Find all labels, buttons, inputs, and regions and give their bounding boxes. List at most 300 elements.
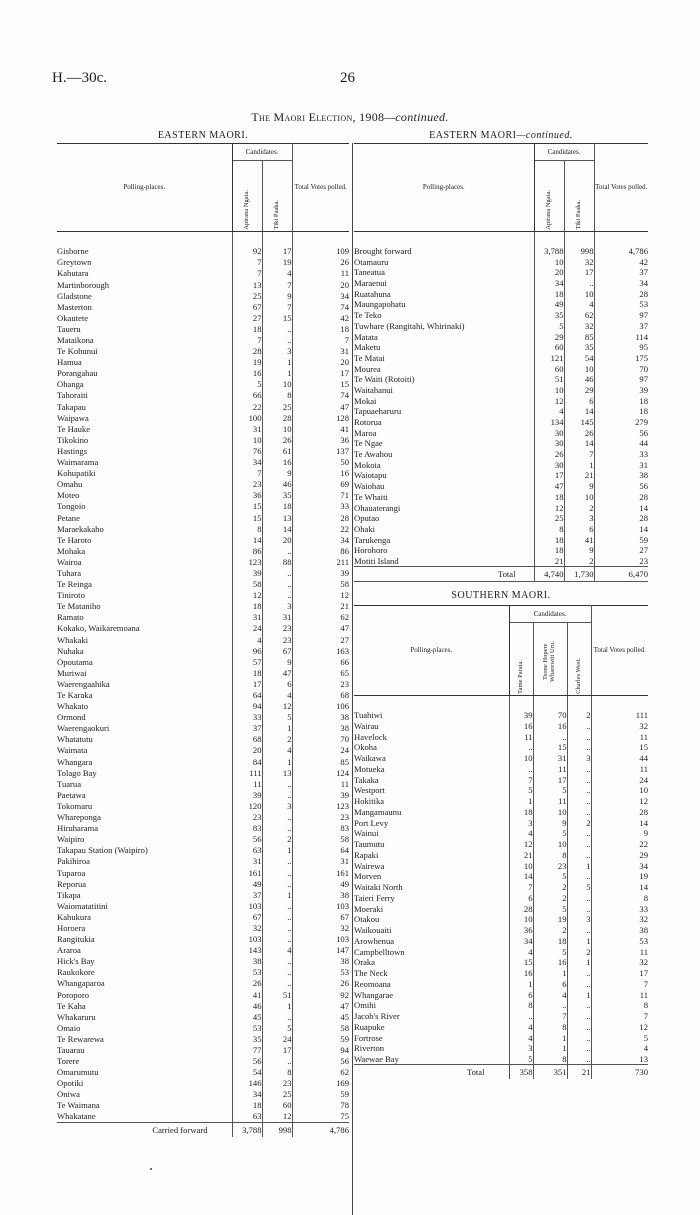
total-votes: 27 — [594, 545, 648, 556]
candidate-votes: .. — [567, 979, 591, 990]
candidate-votes: 41 — [564, 535, 594, 546]
table-row — [57, 978, 349, 989]
polling-place: Tolago Bay — [57, 767, 97, 778]
table-row — [57, 612, 349, 623]
candidate-votes: 23 — [232, 812, 262, 823]
candidate-votes: 1 — [262, 357, 292, 368]
candidate-votes: 35 — [534, 310, 564, 321]
table-row — [57, 335, 349, 346]
table-row — [354, 990, 648, 1001]
title-year: 1908 — [355, 110, 385, 124]
total-votes: 22 — [292, 523, 349, 534]
polling-place: Te Karaka — [57, 690, 93, 700]
polling-place: Mokoia — [354, 459, 381, 470]
candidate-votes: 46 — [564, 374, 594, 385]
polling-place: Araroa — [57, 945, 81, 956]
table-row — [354, 503, 648, 514]
total-votes: 33 — [594, 449, 648, 460]
table-row — [57, 379, 349, 390]
header-candidates: Candidates. — [509, 606, 591, 623]
table-row — [57, 712, 349, 723]
candidate-votes: 18 — [509, 807, 533, 818]
candidate-votes: 25 — [262, 1089, 292, 1100]
candidate-votes: 120 — [232, 801, 262, 812]
candidate-votes: 6 — [564, 396, 594, 407]
page-number: 26 — [340, 70, 355, 86]
table-row — [57, 723, 349, 734]
polling-place: Morven — [354, 871, 382, 882]
total-votes: 32 — [591, 914, 648, 925]
candidate-votes: 31 — [232, 612, 262, 623]
polling-place: Tikapa — [57, 889, 81, 900]
candidate-votes: 3 — [262, 601, 292, 612]
polling-place: Whakatane — [57, 1111, 96, 1122]
table-row — [57, 690, 349, 701]
polling-place: Horohoro — [354, 545, 388, 556]
total-votes: 7 — [292, 335, 349, 346]
table-row — [57, 557, 349, 568]
eastern-cont-table — [354, 143, 648, 582]
table-row — [57, 301, 349, 312]
eastern-cont-title-suffix: —continued. — [516, 130, 573, 141]
total-votes: 128 — [292, 412, 349, 423]
table-row — [57, 645, 349, 656]
polling-place: Ohaki — [354, 523, 376, 534]
candidate-votes: 23 — [533, 861, 567, 872]
total-votes: 78 — [292, 1100, 349, 1111]
eastern-total-value: 6,470 — [594, 567, 648, 582]
candidate-votes: 1 — [262, 756, 292, 767]
polling-place: Waerengaokuri — [57, 723, 110, 734]
polling-place: Masterton — [57, 301, 92, 312]
candidate-votes: 5 — [232, 379, 262, 390]
candidate-votes: .. — [262, 579, 292, 590]
table-row — [57, 668, 349, 679]
polling-place: Mokai — [354, 395, 377, 406]
table-row — [354, 492, 648, 503]
candidate-votes: 18 — [534, 492, 564, 503]
polling-place: Takapau — [57, 401, 86, 412]
candidate-votes: 67 — [232, 301, 262, 312]
table-row — [57, 634, 349, 645]
candidate-votes: .. — [262, 867, 292, 878]
table-row — [57, 412, 349, 423]
candidate-votes: .. — [567, 1043, 591, 1054]
polling-place: Hokitika — [354, 796, 385, 807]
header-candidate-2: Tiki Paaka. — [564, 161, 594, 232]
polling-place: Westport — [354, 785, 385, 796]
table-row — [57, 679, 349, 690]
candidate-votes: 86 — [232, 546, 262, 557]
table-row — [57, 346, 349, 357]
header-polling-places: Polling-places. — [354, 144, 534, 232]
polling-place: Gisborne — [57, 246, 89, 257]
polling-place: Tuahiwi — [354, 710, 383, 721]
table-row — [57, 756, 349, 767]
candidate-votes: 2 — [533, 882, 567, 893]
total-votes: 44 — [591, 753, 648, 764]
candidate-votes: 20 — [262, 534, 292, 545]
polling-place: Rapaki — [354, 849, 379, 860]
polling-place: Wairewa — [354, 860, 385, 871]
candidate-votes: 4 — [232, 634, 262, 645]
total-votes: 17 — [292, 368, 349, 379]
polling-place: Porangahau — [57, 368, 98, 379]
candidate-votes: 10 — [509, 861, 533, 872]
column-divider — [352, 143, 353, 1215]
candidate-votes: 60 — [534, 364, 564, 375]
total-votes: 37 — [594, 321, 648, 332]
southern-total-value: 730 — [591, 1065, 648, 1080]
table-row — [57, 1089, 349, 1100]
candidate-votes: 5 — [262, 712, 292, 723]
candidate-votes: 3 — [509, 818, 533, 829]
table-row — [354, 710, 648, 721]
polling-place: Waiomatatitini — [57, 900, 108, 911]
candidate-votes: 6 — [509, 990, 533, 1001]
candidate-votes: 21 — [534, 556, 564, 567]
candidate-votes: 1 — [567, 936, 591, 947]
polling-place: Tiniroto — [57, 590, 85, 601]
candidate-votes: 13 — [232, 279, 262, 290]
candidate-votes: 4 — [262, 745, 292, 756]
polling-place: Tongoio — [57, 501, 86, 512]
total-votes: 11 — [292, 268, 349, 279]
polling-place: Brought forward — [354, 246, 412, 257]
table-row — [354, 257, 648, 268]
candidate-votes: 60 — [534, 342, 564, 353]
candidate-votes: 100 — [232, 412, 262, 423]
candidate-votes: 23 — [232, 479, 262, 490]
total-votes: 65 — [292, 668, 349, 679]
table-row — [354, 742, 648, 753]
candidate-votes: 9 — [533, 818, 567, 829]
candidate-votes: 39 — [232, 568, 262, 579]
total-votes: 16 — [292, 468, 349, 479]
candidate-votes: .. — [567, 850, 591, 861]
candidate-votes: 84 — [232, 756, 262, 767]
candidate-votes: 31 — [533, 753, 567, 764]
polling-place: Rotorua — [354, 417, 382, 428]
table-row — [57, 1067, 349, 1078]
table-row — [354, 332, 648, 343]
total-votes: 4 — [591, 1043, 648, 1054]
candidate-votes: 1 — [533, 1043, 567, 1054]
table-row — [354, 753, 648, 764]
candidate-votes: 7 — [232, 257, 262, 268]
table-row — [57, 1000, 349, 1011]
table-row — [354, 947, 648, 958]
candidate-votes: 5 — [533, 947, 567, 958]
total-votes: 64 — [292, 845, 349, 856]
total-votes: 10 — [591, 785, 648, 796]
candidate-votes: 12 — [232, 590, 262, 601]
total-votes: 86 — [292, 546, 349, 557]
candidate-votes: 32 — [232, 923, 262, 934]
table-row — [57, 867, 349, 878]
table-row — [57, 468, 349, 479]
total-votes: 22 — [591, 839, 648, 850]
polling-place: Waimarama — [57, 457, 99, 468]
candidate-votes: 18 — [534, 535, 564, 546]
polling-place: Maraekakaho — [57, 523, 104, 534]
candidate-votes: 14 — [564, 438, 594, 449]
table-row — [57, 523, 349, 534]
total-votes: 26 — [292, 978, 349, 989]
header-polling-places: Polling-places. — [57, 144, 232, 232]
polling-place: Oraka — [354, 957, 375, 968]
candidate-votes: 62 — [564, 310, 594, 321]
polling-place: Nuhaka — [57, 645, 84, 656]
candidate-votes: 47 — [262, 668, 292, 679]
table-row — [57, 324, 349, 335]
polling-place: Tarukenga — [354, 534, 391, 545]
candidate-votes: 19 — [232, 357, 262, 368]
candidate-votes: .. — [262, 923, 292, 934]
polling-place: Te Awahou — [354, 449, 393, 460]
table-row — [57, 779, 349, 790]
polling-place: Tuwhare (Rangitahi, Whirinaki) — [354, 320, 465, 331]
candidate-votes: 49 — [534, 299, 564, 310]
candidate-votes: 121 — [534, 353, 564, 364]
candidate-votes: 103 — [232, 934, 262, 945]
total-votes: 33 — [292, 501, 349, 512]
candidate-votes: .. — [567, 1022, 591, 1033]
total-votes: 15 — [292, 379, 349, 390]
candidate-votes: 39 — [509, 710, 533, 721]
candidate-votes: 143 — [232, 945, 262, 956]
table-row — [354, 850, 648, 861]
table-row — [354, 904, 648, 915]
candidate-votes: 145 — [564, 417, 594, 428]
candidate-votes: 22 — [232, 401, 262, 412]
candidate-votes: 47 — [534, 481, 564, 492]
total-votes: 37 — [594, 267, 648, 278]
candidate-votes: 4 — [509, 947, 533, 958]
candidate-votes: 7 — [509, 775, 533, 786]
southern-total-value: 358 — [509, 1065, 533, 1080]
candidate-votes: 31 — [232, 424, 262, 435]
candidate-votes: 1 — [533, 1033, 567, 1044]
candidate-votes: 18 — [232, 601, 262, 612]
candidate-votes: 1 — [509, 979, 533, 990]
candidate-votes: 1 — [533, 968, 567, 979]
total-votes: 38 — [292, 712, 349, 723]
candidate-votes: .. — [564, 278, 594, 289]
polling-place: Tuarua — [57, 778, 82, 789]
polling-place: Whareponga — [57, 812, 101, 823]
polling-place: Waikouaiti — [354, 925, 392, 936]
candidate-votes: 7 — [232, 268, 262, 279]
candidate-votes: 66 — [232, 390, 262, 401]
total-votes: 66 — [292, 656, 349, 667]
candidate-votes: 10 — [509, 914, 533, 925]
total-votes: 32 — [591, 957, 648, 968]
polling-place: Ruapuke — [354, 1021, 385, 1032]
table-row — [57, 989, 349, 1000]
candidate-votes: .. — [567, 925, 591, 936]
polling-place: Waiotapu — [354, 470, 387, 481]
polling-place: Omaio — [57, 1022, 81, 1033]
candidate-votes: 14 — [564, 406, 594, 417]
total-votes: 31 — [292, 856, 349, 867]
table-row — [354, 438, 648, 449]
candidate-votes: 2 — [567, 710, 591, 721]
table-row — [354, 968, 648, 979]
candidate-votes: 39 — [232, 790, 262, 801]
candidate-votes: 70 — [533, 710, 567, 721]
polling-place: Moeraki — [354, 903, 384, 914]
polling-place: Taueru — [57, 323, 81, 334]
candidate-votes: 4 — [564, 299, 594, 310]
eastern-total — [354, 567, 648, 582]
polling-place: Poroporo — [57, 989, 89, 1000]
polling-place: Waewae Bay — [354, 1054, 399, 1064]
table-row — [57, 901, 349, 912]
table-row — [57, 956, 349, 967]
total-votes: 53 — [292, 967, 349, 978]
candidate-votes: .. — [262, 856, 292, 867]
table-row — [57, 856, 349, 867]
polling-place: Motueka — [354, 763, 385, 774]
candidate-votes: 26 — [232, 978, 262, 989]
table-row — [354, 321, 648, 332]
candidate-votes: 26 — [262, 435, 292, 446]
candidate-votes: 5 — [509, 785, 533, 796]
header-candidates: Candidates. — [534, 144, 594, 161]
total-votes: 59 — [594, 535, 648, 546]
candidate-votes: 9 — [564, 545, 594, 556]
table-row — [57, 701, 349, 712]
candidate-votes: 10 — [564, 492, 594, 503]
candidate-votes: 6 — [262, 679, 292, 690]
candidate-votes: 6 — [533, 979, 567, 990]
total-votes: 92 — [292, 989, 349, 1000]
total-votes: 21 — [292, 601, 349, 612]
candidate-votes: 7 — [533, 1011, 567, 1022]
table-row — [57, 401, 349, 412]
candidate-votes: 1 — [509, 796, 533, 807]
candidate-votes: 2 — [567, 947, 591, 958]
polling-place: Omihi — [354, 1000, 376, 1011]
total-votes: 211 — [292, 557, 349, 568]
candidate-votes: .. — [509, 764, 533, 775]
eastern-cont-title-main: EASTERN MAORI — [429, 130, 517, 141]
candidate-votes: .. — [262, 1056, 292, 1067]
candidate-votes: 1 — [262, 368, 292, 379]
total-votes: 34 — [591, 861, 648, 872]
polling-place: Port Levy — [354, 817, 389, 828]
table-row — [354, 882, 648, 893]
candidate-votes: 16 — [533, 721, 567, 732]
table-row — [354, 428, 648, 439]
total-votes: 20 — [292, 279, 349, 290]
polling-place: Whakaki — [57, 634, 89, 645]
polling-place: Ohanga — [57, 379, 84, 390]
total-votes: 31 — [292, 346, 349, 357]
table-row — [354, 893, 648, 904]
polling-place: Opotiki — [57, 1078, 84, 1089]
table-row — [57, 290, 349, 301]
table-row — [354, 1011, 648, 1022]
table-row — [57, 601, 349, 612]
candidate-votes: 11 — [509, 732, 533, 743]
candidate-votes: 10 — [262, 379, 292, 390]
candidate-votes: 23 — [262, 634, 292, 645]
candidate-votes: 34 — [232, 457, 262, 468]
candidate-votes: 10 — [534, 385, 564, 396]
candidate-votes: 56 — [232, 834, 262, 845]
total-votes: 109 — [292, 246, 349, 257]
polling-place: Te Kohunui — [57, 346, 98, 357]
candidate-votes: 49 — [232, 878, 262, 889]
polling-place: Okautete — [57, 312, 89, 323]
candidate-votes: 3 — [564, 513, 594, 524]
candidate-votes: 11 — [533, 796, 567, 807]
spacer-row — [354, 696, 648, 711]
total-votes: 28 — [292, 512, 349, 523]
table-row — [57, 834, 349, 845]
total-votes: 38 — [292, 723, 349, 734]
polling-place: Ormond — [57, 712, 86, 723]
total-votes: 47 — [292, 623, 349, 634]
southern-total-label: Total — [354, 1065, 509, 1080]
total-votes: 58 — [292, 834, 349, 845]
candidate-votes: 18 — [262, 501, 292, 512]
candidate-votes: 28 — [232, 346, 262, 357]
candidate-votes: .. — [567, 764, 591, 775]
table-row — [354, 818, 648, 829]
total-votes: 41 — [292, 424, 349, 435]
polling-place: Martinborough — [57, 279, 110, 290]
candidate-votes: 33 — [232, 712, 262, 723]
candidate-votes: .. — [262, 912, 292, 923]
southern-table — [354, 605, 648, 1079]
polling-place: Taumutu — [354, 839, 385, 850]
table-row — [57, 923, 349, 934]
table-row — [57, 268, 349, 279]
polling-place: Torere — [57, 1056, 80, 1067]
candidate-votes: 2 — [533, 925, 567, 936]
total-votes: 29 — [591, 850, 648, 861]
candidate-votes: .. — [567, 904, 591, 915]
table-row — [57, 534, 349, 545]
table-row — [57, 934, 349, 945]
candidate-votes: 25 — [262, 401, 292, 412]
candidate-votes: 5 — [567, 882, 591, 893]
total-votes: 70 — [594, 364, 648, 375]
candidate-votes: 9 — [262, 656, 292, 667]
candidate-votes: 3 — [567, 914, 591, 925]
total-votes: 5 — [591, 1033, 648, 1044]
total-votes: 67 — [292, 912, 349, 923]
table-row — [354, 246, 648, 257]
candidate-votes: 36 — [232, 490, 262, 501]
table-row — [57, 457, 349, 468]
total-votes: 32 — [591, 721, 648, 732]
table-row — [354, 807, 648, 818]
candidate-votes: 3 — [567, 753, 591, 764]
polling-place: Te Whaiti — [354, 491, 388, 502]
total-votes: 20 — [292, 357, 349, 368]
polling-place: Riverton — [354, 1043, 385, 1054]
candidate-votes: .. — [262, 546, 292, 557]
polling-place: Hastings — [57, 445, 88, 456]
carried-forward — [57, 1122, 349, 1137]
polling-place: Taneatua — [354, 267, 385, 278]
candidate-votes: 3 — [509, 1043, 533, 1054]
table-row — [354, 979, 648, 990]
